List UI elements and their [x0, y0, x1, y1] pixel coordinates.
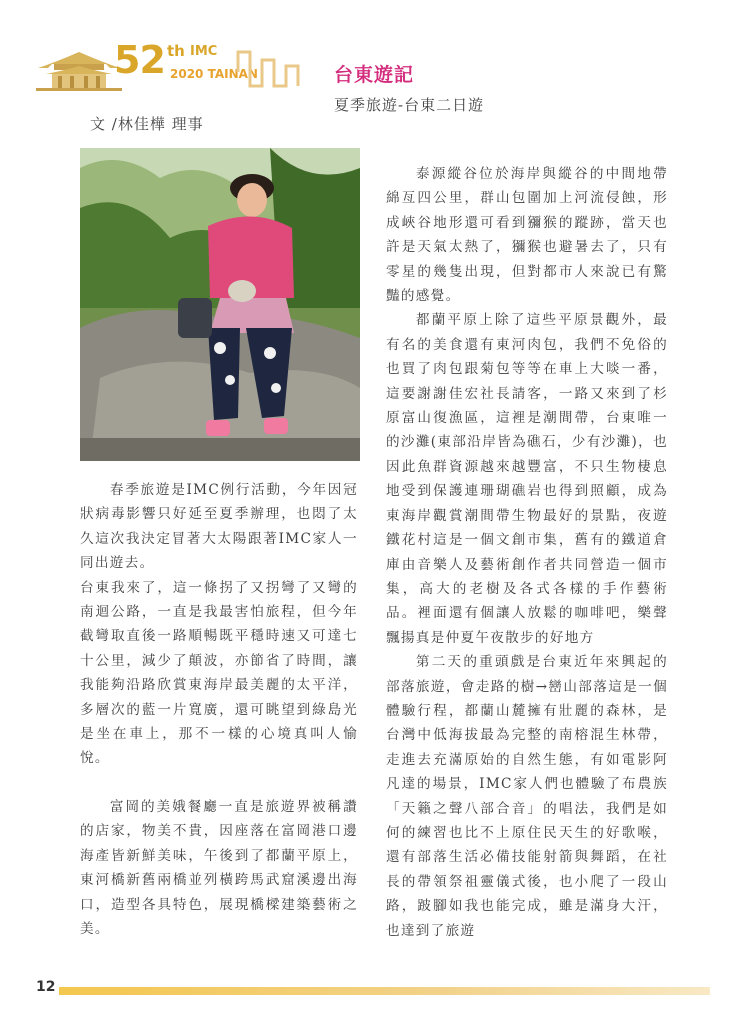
logo-year-city: 2020 TAINAN — [170, 67, 258, 81]
paragraph: 泰源縱谷位於海岸與縱谷的中間地帶綿亙四公里，群山包圍加上河流侵蝕，形成峽谷地形還可看到獼猴的蹤跡，當天也許是天氣太熱了，獼猴也避暑去了，只有零星的幾隻出現，但對都市人來說已有驚豔的感覺。 — [386, 166, 668, 305]
logo-suffix: th — [167, 42, 185, 60]
article-title: 台東遊記 — [334, 64, 415, 86]
decorative-bars-icon — [236, 42, 306, 90]
paragraph: 台東我來了，這一條拐了又拐彎了又彎的南迴公路，一直是我最害怕旅程，但今年截彎取直後一路順暢既平穩時速又可達七十公里，減少了顛波，亦節省了時間，讓我能夠沿路欣賞東海岸最美麗的太平洋，多層次的藍一片寬廣，還可眺望到綠島光是坐在車上，那不一樣的心境真叫人愉悅。 — [80, 579, 358, 767]
article-photo — [80, 148, 360, 461]
conference-logo — [36, 38, 306, 96]
page-number: 12 — [36, 979, 59, 995]
paragraph: 第二天的重頭戲是台東近年來興起的部落旅遊，會走路的樹→巒山部落這是一個體驗行程，都蘭山麓擁有壯麗的森林，是台灣中低海拔最為完整的南榕混生林帶，走進去充滿原始的自然生態，有如電影阿凡達的場景，IMC家人們也體驗了布農族「天籟之聲八部合音」的唱法，我們是如何的練習也比不上原住民天生的好歌喉，還有部落生活必備技能射箭與舞蹈，在社長的帶領祭祖靈儀式後，也小爬了一段山路，跛腳如我也能完成，雖是滿身大汗，也達到了旅遊 — [386, 654, 668, 939]
footer-rule — [36, 987, 710, 995]
logo-number: 52 — [114, 38, 165, 82]
author-line: 文 /林佳樺 理事 — [90, 115, 204, 133]
right-text-column — [386, 162, 668, 943]
article-subtitle: 夏季旅遊-台東二日遊 — [334, 96, 485, 114]
paragraph: 富岡的美娥餐廳一直是旅遊界被稱讚的店家，物美不貴，因座落在富岡港口邊海產皆新鮮美味，午後到了都蘭平原上，東河橋新舊兩橋並列橫跨馬武窟溪邊出海口，造型各具特色，展現橋樑建築藝術之美。 — [80, 798, 358, 937]
logo-brand: IMC — [190, 44, 218, 59]
paragraph: 都蘭平原上除了這些平原景觀外，最有名的美食還有東河肉包，我們不免俗的也買了肉包跟菊包等等在車上大啖一番，這要謝謝佳宏社長請客，一路又來到了杉原富山復漁區，這裡是潮間帶，台東唯一的沙灘(東部沿岸皆為礁石，少有沙灘)，也因此魚群資源越來越豐富，不只生物棲息地受到保護連珊瑚礁岩也得到照顧，成為東海岸觀賞潮間帶生物最好的景點，夜遊鐵花村這是一個文創市集，舊有的鐵道倉庫由音樂人及藝術創作者共同營造一個市集，高大的老樹及各式各樣的手作藝術品。裡面還有個讓人放鬆的咖啡吧，樂聲飄揚真是仲夏午夜散步的好地方 — [386, 312, 668, 646]
left-text-column — [80, 478, 358, 941]
paragraph: 春季旅遊是IMC例行活動，今年因冠狀病毒影響只好延至夏季辦理，也悶了太久這次我決定冒著大太陽跟著IMC家人一同出遊去。 — [80, 482, 358, 572]
temple-icon — [36, 44, 122, 92]
